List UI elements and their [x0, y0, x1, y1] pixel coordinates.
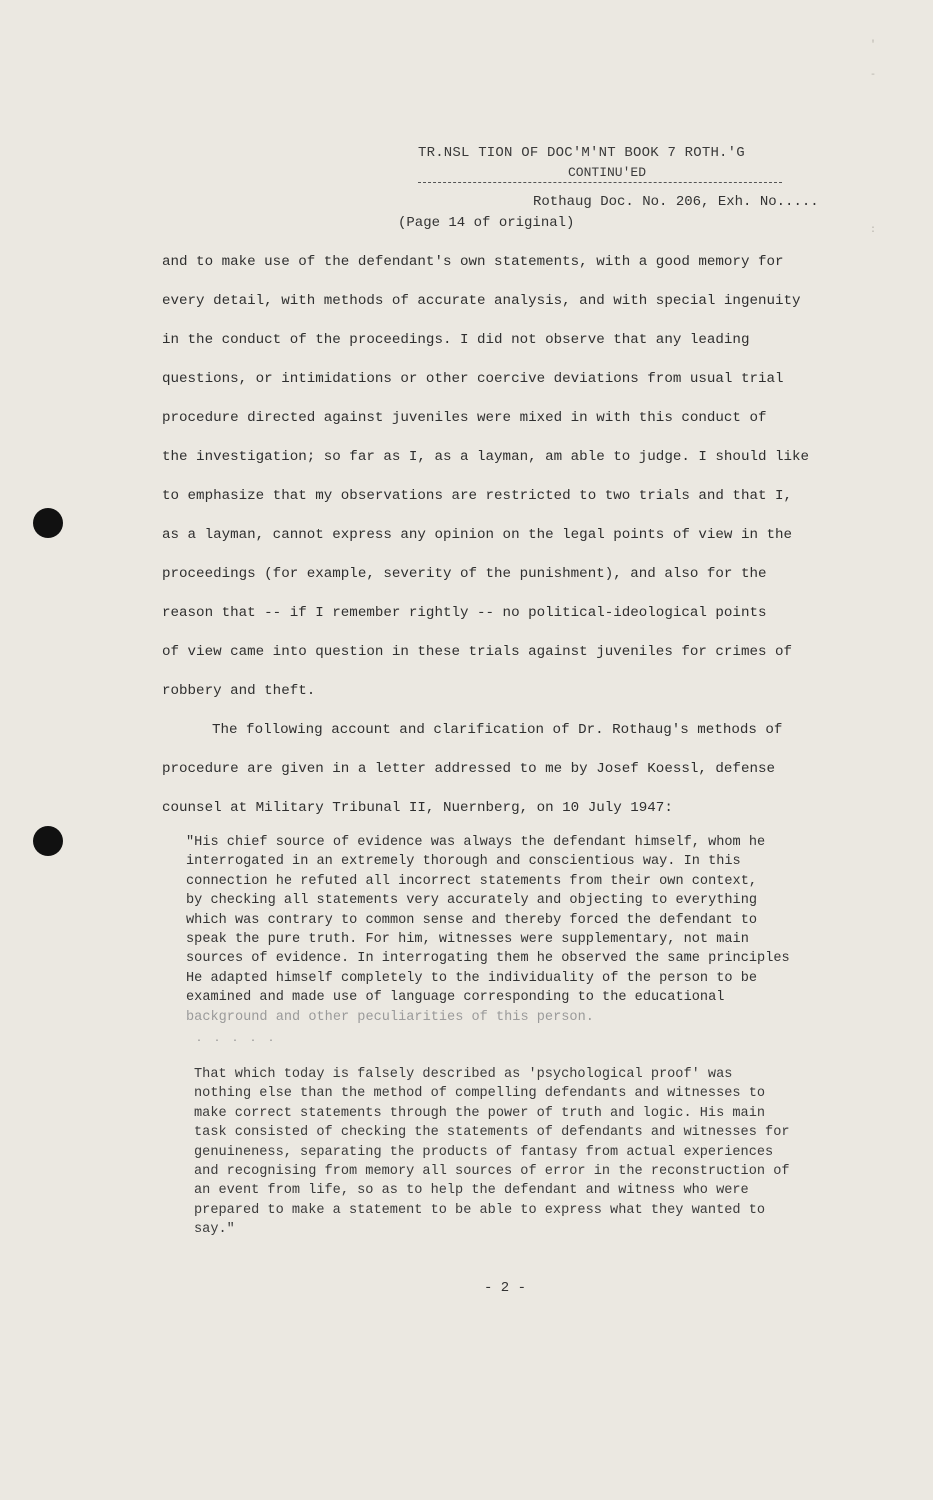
quote-line: and recognising from memory all sources of error in the reconstruction of: [194, 1163, 790, 1179]
quoted-letter-continued: [194, 1065, 904, 1240]
body-line: procedure directed against juveniles were mixed in with this conduct of: [162, 410, 767, 426]
quote-line: an event from life, so as to help the defendant and witness who were: [194, 1183, 749, 1199]
quote-line: examined and made use of language corresponding to the educational: [186, 990, 725, 1006]
body-line: questions, or intimidations or other coercive deviations from usual trial: [162, 371, 784, 387]
quote-line: genuineness, separating the products of fantasy from actual experiences: [194, 1144, 774, 1160]
quote-line: make correct statements through the power of truth and logic. His main: [194, 1105, 766, 1121]
body-line: to emphasize that my observations are restricted to two trials and that I,: [162, 488, 793, 504]
quoted-letter: [186, 833, 906, 1027]
body-line: counsel at Military Tribunal II, Nuernberg, on 10 July 1947:: [162, 800, 673, 816]
document-reference: Rothaug Doc. No. 206, Exh. No.....: [533, 194, 819, 210]
quote-line: That which today is falsely described as 'psychological proof' was: [194, 1067, 733, 1082]
quote-line: interrogated in an extremely thorough and conscientious way. In this: [186, 854, 741, 870]
quote-line: connection he refuted all incorrect statements from their own context,: [186, 873, 758, 889]
body-line: The following account and clarification of Dr. Rothaug's methods of: [212, 722, 783, 738]
body-line: reason that -- if I remember rightly -- no political-ideological points: [162, 605, 767, 621]
quote-line: by checking all statements very accurately and objecting to everything: [186, 893, 758, 909]
quote-line: sources of evidence. In interrogating them he observed the same principles: [186, 951, 790, 967]
body-line: procedure are given in a letter addressed to me by Josef Koessl, defense: [162, 761, 775, 777]
body-line: every detail, with methods of accurate analysis, and with special ingenuity: [162, 293, 801, 309]
margin-mark: :: [870, 225, 877, 236]
quote-line: say.": [194, 1222, 235, 1238]
quote-line: task consisted of checking the statements of defendants and witnesses for: [194, 1125, 790, 1141]
page-number: - 2 -: [484, 1280, 527, 1296]
body-line: proceedings (for example, severity of the punishment), and also for the: [162, 566, 767, 582]
body-line: as a layman, cannot express any opinion on the legal points of view in the: [162, 527, 793, 543]
margin-mark: -: [870, 70, 877, 81]
punch-hole-top: [33, 508, 63, 538]
document-title: TR.NSL TION OF DOC'M'NT BOOK 7 ROTH.'G: [418, 145, 745, 161]
body-line: in the conduct of the proceedings. I did not observe that any leading: [162, 332, 750, 348]
quote-line: prepared to make a statement to be able to express what they wanted to: [194, 1202, 766, 1218]
body-line: of view came into question in these trials against juveniles for crimes of: [162, 644, 793, 660]
punch-hole-bottom: [33, 826, 63, 856]
original-page-reference: (Page 14 of original): [398, 215, 575, 231]
quote-line: speak the pure truth. For him, witnesses were supplementary, not main: [186, 931, 749, 947]
margin-mark: ': [870, 40, 877, 51]
quote-line: background and other peculiarities of this person.: [186, 1009, 594, 1025]
document-continued: CONTINU'ED: [568, 165, 647, 180]
body-line: the investigation; so far as I, as a layman, am able to judge. I should like: [162, 449, 810, 465]
body-line: and to make use of the defendant's own statements, with a good memory for: [162, 254, 784, 270]
body-line: robbery and theft.: [162, 683, 316, 699]
header-underline: [418, 182, 782, 183]
quote-line: He adapted himself completely to the individuality of the person to be: [186, 970, 758, 986]
quote-line: which was contrary to common sense and thereby forced the defendant to: [186, 912, 758, 928]
quote-line: nothing else than the method of compelling defendants and witnesses to: [194, 1086, 766, 1102]
quote-ellipsis: . . . . .: [196, 1034, 278, 1045]
quote-line: "His chief source of evidence was always the defendant himself, whom he: [186, 835, 766, 850]
body-text: [162, 252, 892, 837]
